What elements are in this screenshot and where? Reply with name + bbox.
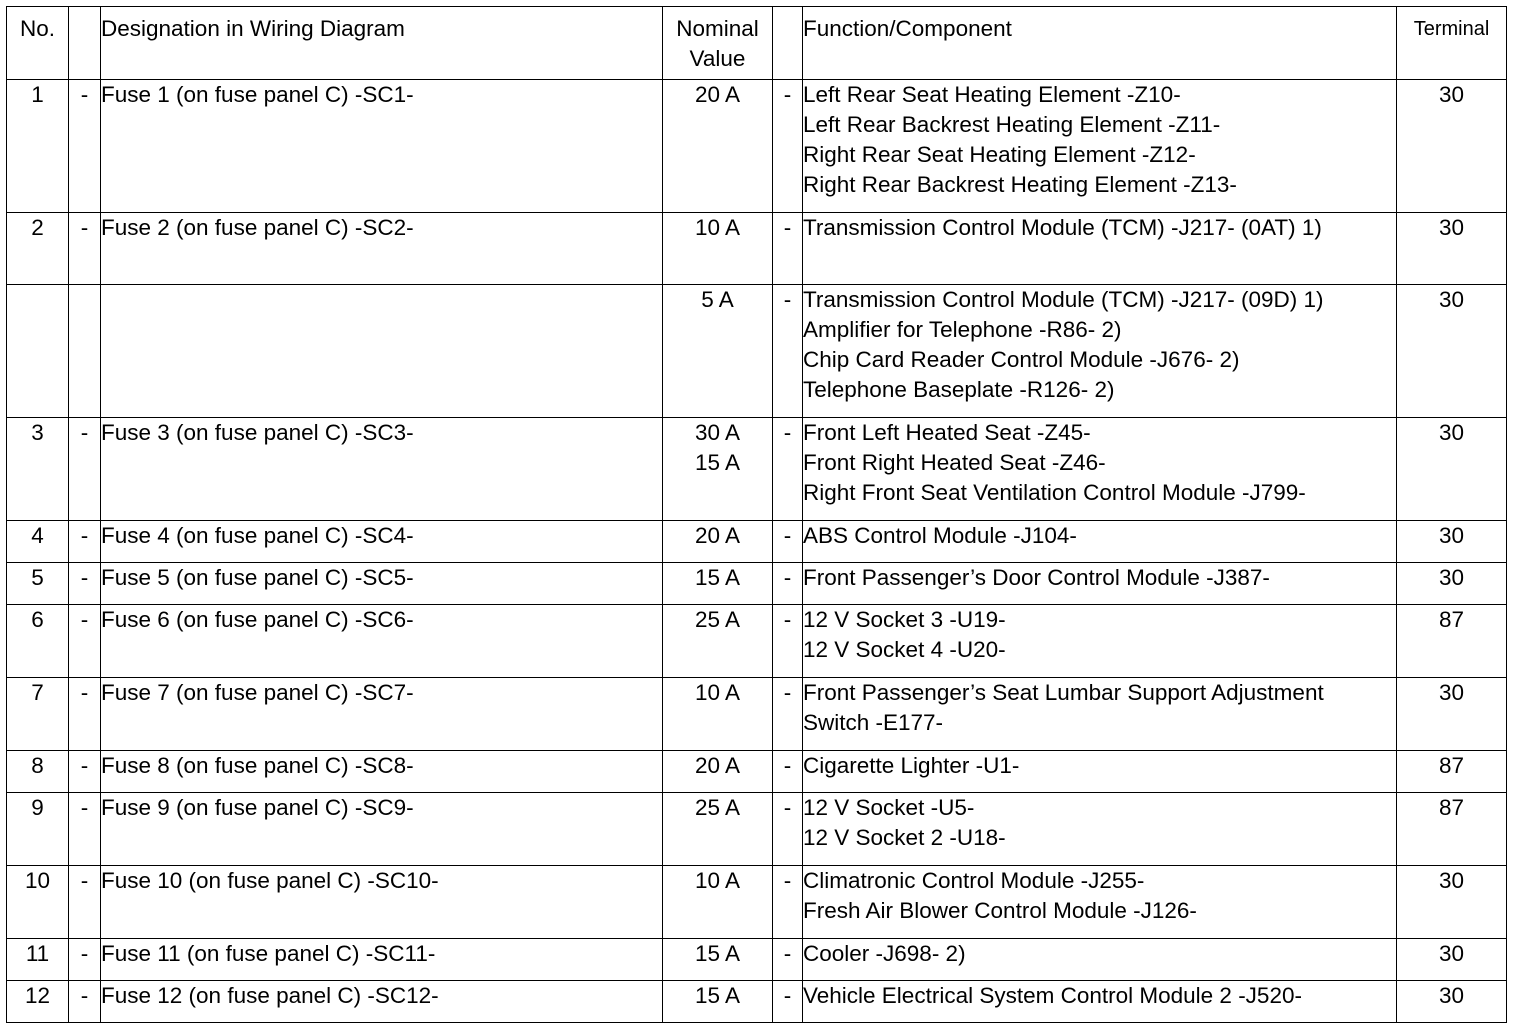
header-nominal-line-2: Value bbox=[689, 46, 746, 71]
nominal-value bbox=[663, 521, 773, 563]
nominal-value bbox=[663, 793, 773, 866]
dash: - bbox=[69, 418, 101, 521]
table-row bbox=[7, 563, 1507, 605]
function-line: ABS Control Module -J104- bbox=[803, 523, 1077, 548]
function-line: 12 V Socket -U5- bbox=[803, 795, 975, 820]
function-line: Fresh Air Blower Control Module -J126- bbox=[803, 898, 1197, 923]
dash: - bbox=[773, 80, 803, 213]
fuse-number bbox=[7, 285, 69, 418]
nominal-value bbox=[663, 80, 773, 213]
designation: Fuse 9 (on fuse panel C) -SC9- bbox=[101, 793, 663, 866]
fuse-number: 6 bbox=[7, 605, 69, 678]
dash: - bbox=[69, 793, 101, 866]
nominal-value-line: 10 A bbox=[694, 680, 741, 705]
designation: Fuse 1 (on fuse panel C) -SC1- bbox=[101, 80, 663, 213]
function-component bbox=[803, 981, 1397, 1023]
function-line: Right Front Seat Ventilation Control Module -J799- bbox=[803, 480, 1306, 505]
header-terminal: Terminal bbox=[1397, 7, 1507, 80]
header-row bbox=[7, 7, 1507, 80]
function-line: 12 V Socket 2 -U18- bbox=[803, 825, 1006, 850]
function-component bbox=[803, 678, 1397, 751]
designation: Fuse 11 (on fuse panel C) -SC11- bbox=[101, 939, 663, 981]
table-row bbox=[7, 793, 1507, 866]
terminal: 30 bbox=[1397, 418, 1507, 521]
fuse-number: 3 bbox=[7, 418, 69, 521]
designation: Fuse 10 (on fuse panel C) -SC10- bbox=[101, 866, 663, 939]
function-line: Right Rear Backrest Heating Element -Z13- bbox=[803, 172, 1237, 197]
function-line: Climatronic Control Module -J255- bbox=[803, 868, 1145, 893]
table-row bbox=[7, 213, 1507, 285]
nominal-value bbox=[663, 563, 773, 605]
fuse-number: 7 bbox=[7, 678, 69, 751]
dash: - bbox=[773, 521, 803, 563]
fuse-number: 2 bbox=[7, 213, 69, 285]
nominal-value bbox=[663, 605, 773, 678]
function-component bbox=[803, 285, 1397, 418]
function-line: Telephone Baseplate -R126- 2) bbox=[803, 377, 1115, 402]
terminal: 87 bbox=[1397, 751, 1507, 793]
fuse-number: 1 bbox=[7, 80, 69, 213]
function-line: Left Rear Seat Heating Element -Z10- bbox=[803, 82, 1181, 107]
nominal-value-line: 25 A bbox=[694, 795, 741, 820]
nominal-value-line: 5 A bbox=[701, 287, 734, 312]
dash: - bbox=[69, 866, 101, 939]
nominal-value bbox=[663, 418, 773, 521]
function-line: Left Rear Backrest Heating Element -Z11- bbox=[803, 112, 1221, 137]
dash: - bbox=[69, 981, 101, 1023]
designation: Fuse 5 (on fuse panel C) -SC5- bbox=[101, 563, 663, 605]
table-row bbox=[7, 80, 1507, 213]
function-component bbox=[803, 751, 1397, 793]
terminal: 30 bbox=[1397, 80, 1507, 213]
function-component bbox=[803, 563, 1397, 605]
function-line: 12 V Socket 4 -U20- bbox=[803, 637, 1006, 662]
header-function: Function/Component bbox=[803, 7, 1397, 80]
table-row bbox=[7, 939, 1507, 981]
function-line: Front Passenger’s Seat Lumbar Support Adjustment Switch -E177- bbox=[803, 680, 1324, 735]
fuse-number: 8 bbox=[7, 751, 69, 793]
dash: - bbox=[69, 605, 101, 678]
function-line: Transmission Control Module (TCM) -J217- (0AT) 1) bbox=[803, 215, 1322, 240]
function-line: Cooler -J698- 2) bbox=[803, 941, 966, 966]
table-row bbox=[7, 678, 1507, 751]
fuse-number: 11 bbox=[7, 939, 69, 981]
function-line: Front Left Heated Seat -Z45- bbox=[803, 420, 1091, 445]
terminal: 87 bbox=[1397, 793, 1507, 866]
designation bbox=[101, 285, 663, 418]
table-row bbox=[7, 866, 1507, 939]
function-component bbox=[803, 80, 1397, 213]
fuse-number: 4 bbox=[7, 521, 69, 563]
terminal: 30 bbox=[1397, 563, 1507, 605]
table-row bbox=[7, 751, 1507, 793]
function-component bbox=[803, 939, 1397, 981]
function-component bbox=[803, 605, 1397, 678]
terminal: 30 bbox=[1397, 521, 1507, 563]
designation: Fuse 2 (on fuse panel C) -SC2- bbox=[101, 213, 663, 285]
designation: Fuse 7 (on fuse panel C) -SC7- bbox=[101, 678, 663, 751]
nominal-value-line: 15 A bbox=[694, 450, 741, 475]
nominal-value-line: 20 A bbox=[694, 82, 741, 107]
function-component bbox=[803, 866, 1397, 939]
function-component bbox=[803, 418, 1397, 521]
designation: Fuse 8 (on fuse panel C) -SC8- bbox=[101, 751, 663, 793]
nominal-value bbox=[663, 285, 773, 418]
function-line: Chip Card Reader Control Module -J676- 2) bbox=[803, 347, 1240, 372]
function-line: Front Passenger’s Door Control Module -J387- bbox=[803, 565, 1270, 590]
header-no: No. bbox=[7, 7, 69, 80]
dash bbox=[69, 285, 101, 418]
function-component bbox=[803, 521, 1397, 563]
nominal-value-line: 30 A bbox=[694, 420, 741, 445]
designation: Fuse 3 (on fuse panel C) -SC3- bbox=[101, 418, 663, 521]
dash: - bbox=[773, 866, 803, 939]
fuse-table bbox=[6, 6, 1507, 1023]
function-line: Cigarette Lighter -U1- bbox=[803, 753, 1020, 778]
terminal: 30 bbox=[1397, 213, 1507, 285]
dash: - bbox=[773, 678, 803, 751]
terminal: 30 bbox=[1397, 866, 1507, 939]
dash: - bbox=[773, 981, 803, 1023]
dash: - bbox=[69, 213, 101, 285]
function-line: Amplifier for Telephone -R86- 2) bbox=[803, 317, 1122, 342]
nominal-value bbox=[663, 213, 773, 285]
nominal-value-line: 15 A bbox=[694, 983, 741, 1008]
designation: Fuse 12 (on fuse panel C) -SC12- bbox=[101, 981, 663, 1023]
table-row bbox=[7, 418, 1507, 521]
dash: - bbox=[69, 521, 101, 563]
function-line: Vehicle Electrical System Control Module 2 -J520- bbox=[803, 983, 1302, 1008]
fuse-number: 9 bbox=[7, 793, 69, 866]
function-line: 12 V Socket 3 -U19- bbox=[803, 607, 1006, 632]
function-component bbox=[803, 213, 1397, 285]
table-row bbox=[7, 285, 1507, 418]
header-nominal-value bbox=[663, 7, 773, 80]
dash: - bbox=[773, 285, 803, 418]
designation: Fuse 4 (on fuse panel C) -SC4- bbox=[101, 521, 663, 563]
dash: - bbox=[773, 563, 803, 605]
dash: - bbox=[773, 939, 803, 981]
fuse-number: 5 bbox=[7, 563, 69, 605]
table-row bbox=[7, 981, 1507, 1023]
header-designation: Designation in Wiring Diagram bbox=[101, 7, 663, 80]
dash: - bbox=[773, 751, 803, 793]
terminal: 30 bbox=[1397, 981, 1507, 1023]
fuse-number: 10 bbox=[7, 866, 69, 939]
function-line: Front Right Heated Seat -Z46- bbox=[803, 450, 1106, 475]
terminal: 30 bbox=[1397, 678, 1507, 751]
dash: - bbox=[69, 751, 101, 793]
nominal-value bbox=[663, 981, 773, 1023]
nominal-value bbox=[663, 678, 773, 751]
table-row bbox=[7, 521, 1507, 563]
nominal-value-line: 20 A bbox=[694, 523, 741, 548]
function-line: Right Rear Seat Heating Element -Z12- bbox=[803, 142, 1196, 167]
nominal-value-line: 20 A bbox=[694, 753, 741, 778]
nominal-value-line: 25 A bbox=[694, 607, 741, 632]
dash: - bbox=[69, 563, 101, 605]
dash: - bbox=[773, 213, 803, 285]
function-component bbox=[803, 793, 1397, 866]
nominal-value-line: 10 A bbox=[694, 868, 741, 893]
terminal: 87 bbox=[1397, 605, 1507, 678]
header-nominal-line-1: Nominal bbox=[676, 16, 759, 41]
dash: - bbox=[69, 939, 101, 981]
terminal: 30 bbox=[1397, 285, 1507, 418]
terminal: 30 bbox=[1397, 939, 1507, 981]
dash: - bbox=[69, 80, 101, 213]
dash: - bbox=[773, 605, 803, 678]
nominal-value bbox=[663, 751, 773, 793]
designation: Fuse 6 (on fuse panel C) -SC6- bbox=[101, 605, 663, 678]
nominal-value-line: 15 A bbox=[694, 941, 741, 966]
nominal-value bbox=[663, 866, 773, 939]
nominal-value bbox=[663, 939, 773, 981]
dash: - bbox=[69, 678, 101, 751]
nominal-value-line: 15 A bbox=[694, 565, 741, 590]
table-row bbox=[7, 605, 1507, 678]
function-line: Transmission Control Module (TCM) -J217- (09D) 1) bbox=[803, 287, 1324, 312]
dash: - bbox=[773, 418, 803, 521]
dash: - bbox=[773, 793, 803, 866]
header-dash-2 bbox=[773, 7, 803, 80]
nominal-value-line: 10 A bbox=[694, 215, 741, 240]
header-dash bbox=[69, 7, 101, 80]
fuse-number: 12 bbox=[7, 981, 69, 1023]
